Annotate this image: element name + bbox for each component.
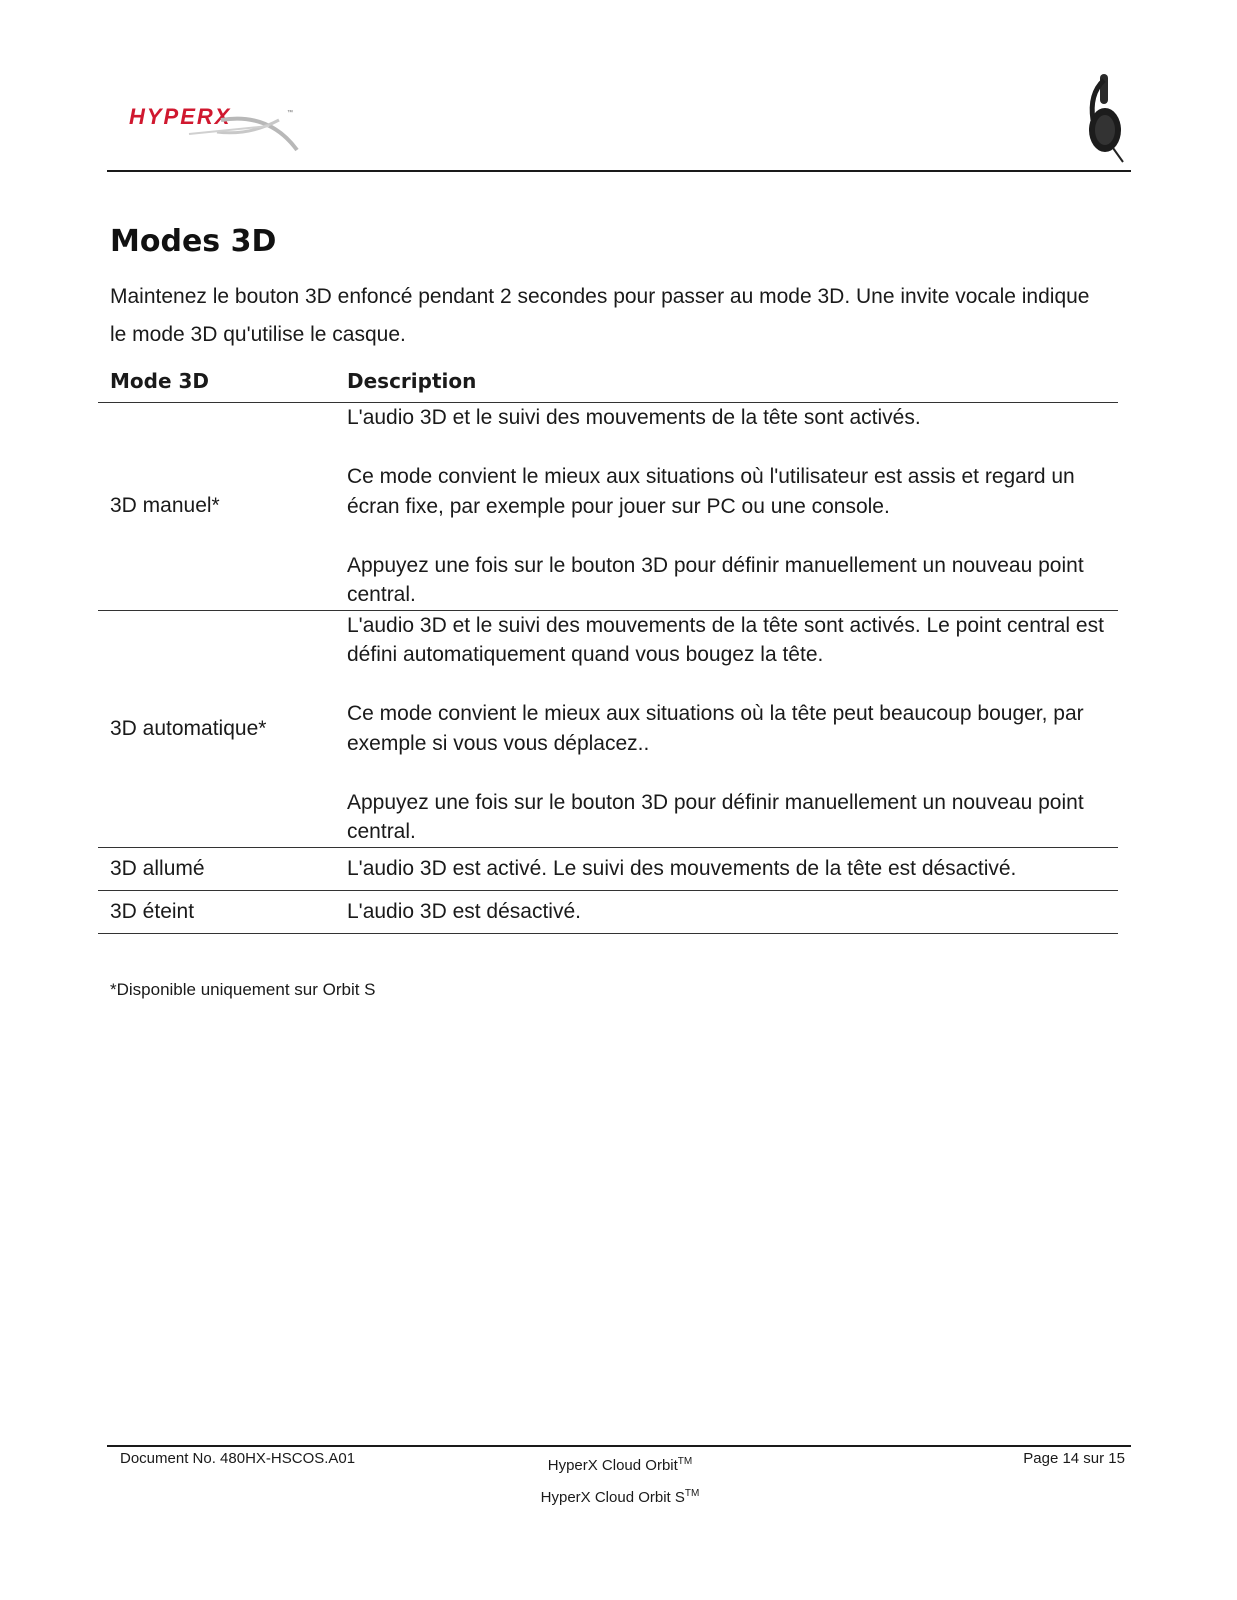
table-row (98, 610, 1118, 847)
description-text: L'audio 3D et le suivi des mouvements de la tête sont activés. (347, 406, 921, 429)
header-mode: Mode 3D (98, 360, 347, 403)
table-row (98, 403, 1118, 611)
mode-cell: 3D manuel* (98, 403, 347, 611)
description-text: Ce mode convient le mieux aux situations où l'utilisateur est assis et regard un écran fixe, par exemple pour jouer sur PC ou une console. (347, 465, 1075, 518)
footer-divider (107, 1445, 1131, 1447)
trademark: TM (677, 1456, 693, 1467)
description-text: Ce mode convient le mieux aux situations où la tête peut beaucoup bouger, par exemple si vous vous déplacez.. (347, 702, 1084, 755)
headset-image (1083, 72, 1127, 164)
mode-cell: 3D allumé (98, 847, 347, 890)
description-cell: L'audio 3D est activé. Le suivi des mouvements de la tête est désactivé. (347, 847, 1118, 890)
description-text: Appuyez une fois sur le bouton 3D pour définir manuellement un nouveau point central. (347, 553, 1084, 606)
table-row (98, 847, 1118, 890)
description-cell (347, 610, 1118, 847)
svg-text:HYPERX: HYPERX (129, 104, 232, 129)
header-divider (107, 170, 1131, 172)
page-title: Modes 3D (110, 224, 277, 259)
description-cell: L'audio 3D est désactivé. (347, 890, 1118, 933)
description-text: L'audio 3D et le suivi des mouvements de la tête sont activés. Le point central est défini automatiquement quand vous bougez la tête. (347, 613, 1104, 666)
mode-cell: 3D automatique* (98, 610, 347, 847)
product-name: HyperX Cloud Orbit S (540, 1489, 685, 1506)
trademark: TM (684, 1488, 700, 1499)
footer-product-names (520, 1448, 720, 1512)
footnote: *Disponible uniquement sur Orbit S (110, 980, 376, 999)
svg-text:™: ™ (287, 110, 293, 116)
product-name: HyperX Cloud Orbit (547, 1457, 678, 1474)
mode-cell: 3D éteint (98, 890, 347, 933)
description-text: Appuyez une fois sur le bouton 3D pour définir manuellement un nouveau point central. (347, 790, 1084, 843)
page-number: Page 14 sur 15 (1023, 1450, 1125, 1467)
page-header (107, 66, 1131, 170)
modes-table (98, 360, 1118, 934)
hyperx-logo (129, 102, 304, 158)
intro-paragraph: Maintenez le bouton 3D enfoncé pendant 2 secondes pour passer au mode 3D. Une invite vocale indique le mode 3D qu'utilise le casque. (110, 285, 1090, 346)
table-header-row (98, 360, 1118, 403)
description-cell (347, 403, 1118, 611)
document-number: Document No. 480HX-HSCOS.A01 (120, 1450, 356, 1467)
header-description: Description (347, 360, 1118, 403)
table-row (98, 890, 1118, 933)
